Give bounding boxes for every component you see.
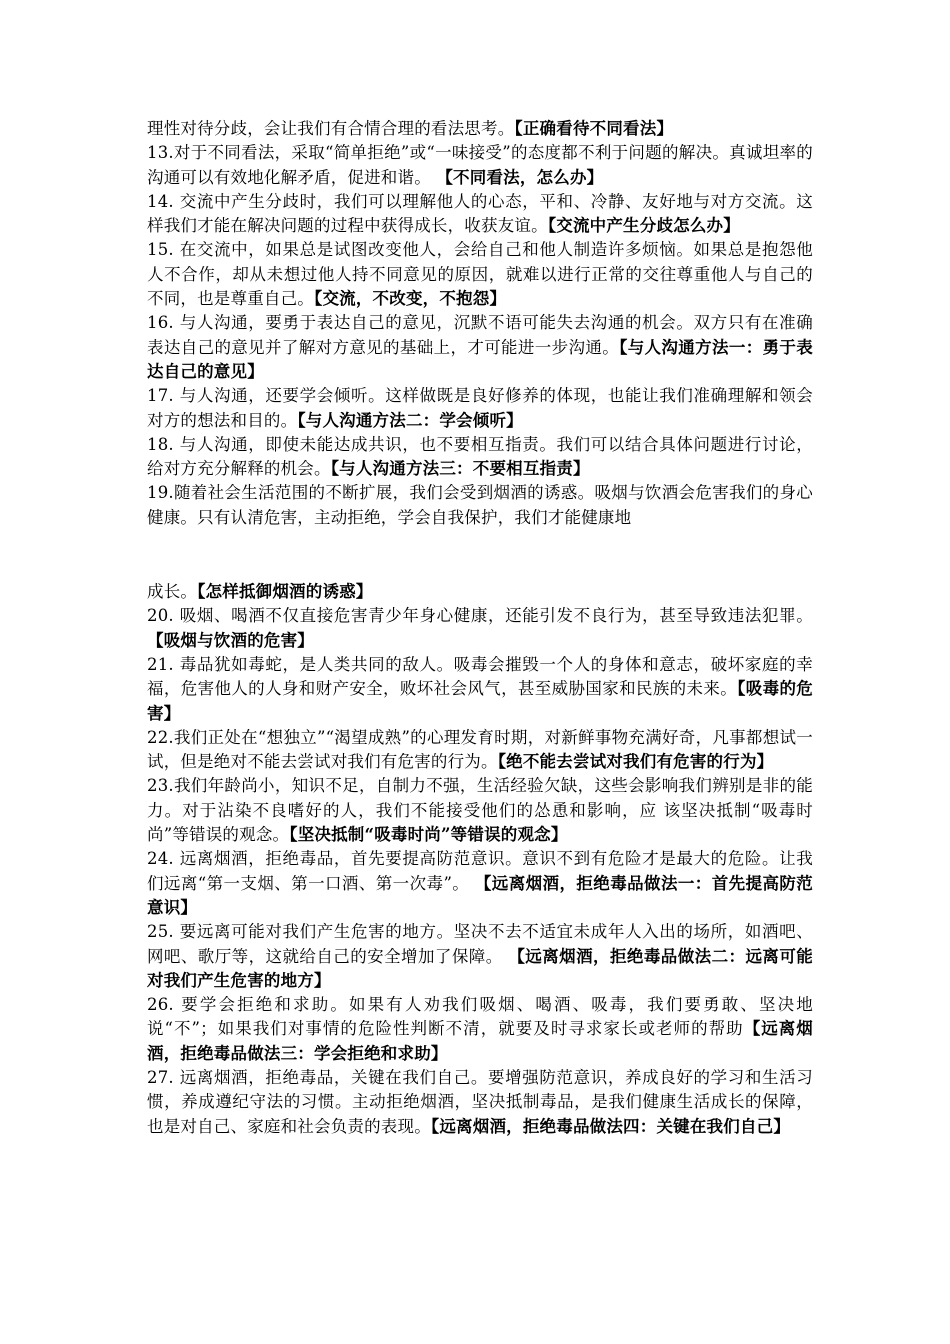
paragraph-text: 成长。 — [147, 582, 198, 602]
paragraph-text: 理性对待分歧，会让我们有合情合理的看法思考。 — [147, 119, 515, 138]
paragraph-23 — [147, 774, 813, 847]
paragraph-21 — [147, 653, 813, 726]
paragraph-tag: 【远离烟酒，拒绝毒品做法四：关键在我们自己】 — [430, 1116, 791, 1136]
paragraph-tag: 【吸毒的危害】 — [147, 679, 814, 723]
paragraph-text: 17. 与人沟通，还要学会倾听。这样做既是良好修养的体现，也能让我们准确理解和领会对方的想法和目的。 — [147, 386, 813, 430]
paragraph-tag: 【交流，不改变，不抱怨】 — [314, 289, 507, 309]
paragraph-tag: 【交流中产生分歧怎么办】 — [547, 216, 740, 236]
paragraph-text: 15. 在交流中，如果总是试图改变他人，会给自己和他人制造许多烦恼。如果总是抱怨他人不合作，却从未想过他人持不同意见的原因，就难以进行正常的交往尊重他人与自己的不同，也是尊重自己。 — [147, 240, 813, 309]
paragraph-text: 21. 毒品犹如毒蛇，是人类共同的敌人。吸毒会摧毁一个人的身体和意志，破坏家庭的幸福，危害他人的人身和财产安全，败坏社会风气，甚至威胁国家和民族的未来。 — [147, 654, 813, 699]
paragraph-tag: 【怎样抵御烟酒的诱惑】 — [197, 582, 373, 602]
paragraph-15 — [147, 238, 813, 311]
paragraph-text: 22.我们正处在“想独立”“渴望成熟”的心理发育时期，对新鲜事物充满好奇，凡事都想试一试，但是绝对不能去尝试对我们有危害的行为。 — [147, 727, 813, 772]
paragraph-text: 14. 交流中产生分歧时，我们可以理解他人的心态，平和、冷静、友好地与对方交流。这样我们才能在解决问题的过程中获得成长，收获友谊。 — [147, 191, 813, 236]
paragraph-18 — [147, 433, 813, 482]
paragraph-text: 25. 要远离可能对我们产生危害的地方。坚决不去不适宜未成年人入出的场所，如酒吧、网吧、歌厅等，这就给自己的安全增加了保障。 — [147, 922, 813, 966]
paragraph-13 — [147, 141, 813, 190]
paragraph-12-end — [147, 117, 813, 141]
paragraph-text: 13.对于不同看法，采取“简单拒绝”或“一味接受”的态度都不利于问题的解决。真诚坦率的沟通可以有效地化解矛盾，促进和谐。 — [147, 143, 813, 187]
paragraph-text: 23.我们年龄尚小，知识不足，自制力不强，生活经验欠缺，这些会影响我们辨别是非的能力。对于沾染不良嗜好的人，我们不能接受他们的怂恿和影响，应 该坚决抵制“吸毒时尚”等错误的观念。 — [147, 776, 813, 845]
document-page — [147, 117, 813, 1139]
paragraph-24 — [147, 847, 813, 920]
paragraph-tag: 【正确看待不同看法】 — [514, 119, 674, 138]
paragraph-14 — [147, 190, 813, 239]
paragraph-tag: 【与人沟通方法一：勇于表达自己的意见】 — [147, 337, 813, 381]
paragraph-text: 16. 与人沟通，要勇于表达自己的意见，沉默不语可能失去沟通的机会。双方只有在准确表达自己的意见并了解对方意见的基础上，才可能进一步沟通。 — [147, 313, 813, 357]
paragraph-text: 19.随着社会生活范围的不断扩展，我们会受到烟酒的诱惑。吸烟与饮酒会危害我们的身心健康。只有认清危害，主动拒绝，学会自我保护，我们才能健康地 — [147, 483, 813, 527]
paragraph-tag: 【吸烟与饮酒的危害】 — [147, 630, 314, 650]
paragraph-text: 20. 吸烟、喝酒不仅直接危害青少年身心健康，还能引发不良行为，甚至导致违法犯罪。 — [147, 606, 813, 626]
paragraph-tag: 【远离烟酒，拒绝毒品做法一：首先提高防范意识】 — [147, 873, 813, 917]
paragraph-16 — [147, 311, 813, 384]
paragraph-text: 27. 远离烟酒，拒绝毒品，关键在我们自己。要增强防范意识，养成良好的学习和生活习惯，养成遵纪守法的习惯。主动拒绝烟酒，坚决抵制毒品，是我们健康生活成长的保障，也是对自己、家庭和社会负责的表现。 — [147, 1067, 813, 1136]
paragraph-19 — [147, 481, 813, 530]
paragraph-tag: 【不同看法，怎么办】 — [436, 167, 604, 187]
paragraph-27 — [147, 1066, 813, 1139]
paragraph-text: 18. 与人沟通，即使未能达成共识，也不要相互指责。我们可以结合具体问题进行讨论，给对方充分解释的机会。 — [147, 434, 813, 479]
page-gap — [147, 530, 813, 580]
paragraph-20 — [147, 604, 813, 653]
paragraph-22 — [147, 726, 813, 775]
paragraph-26 — [147, 993, 813, 1066]
paragraph-17 — [147, 384, 813, 433]
paragraph-text: 24. 远离烟酒，拒绝毒品，首先要提高防范意识。意识不到有危险才是最大的危险。让我们远离“第一支烟、第一口酒、第一次毒”。 — [147, 849, 813, 893]
paragraph-tag: 【坚决抵制“吸毒时尚”等错误的观念】 — [289, 825, 568, 845]
paragraph-19-end — [147, 580, 813, 604]
paragraph-tag: 【与人沟通方法三：不要相互指责】 — [330, 459, 590, 479]
paragraph-tag: 【与人沟通方法二：学会倾听】 — [297, 410, 523, 430]
paragraph-25 — [147, 920, 813, 993]
paragraph-text: 26. 要学会拒绝和求助。如果有人劝我们吸烟、喝酒、吸毒，我们要勇敢、坚决地说“不”；如果我们对事情的危险性判断不清，就要及时寻求家长或老师的帮助 — [147, 995, 813, 1039]
paragraph-tag: 【远离烟酒，拒绝毒品做法三：学会拒绝和求助】 — [147, 1019, 813, 1063]
paragraph-tag: 【远离烟酒，拒绝毒品做法二：远离可能对我们产生危害的地方】 — [147, 946, 813, 990]
paragraph-tag: 【绝不能去尝试对我们有危害的行为】 — [497, 752, 774, 772]
